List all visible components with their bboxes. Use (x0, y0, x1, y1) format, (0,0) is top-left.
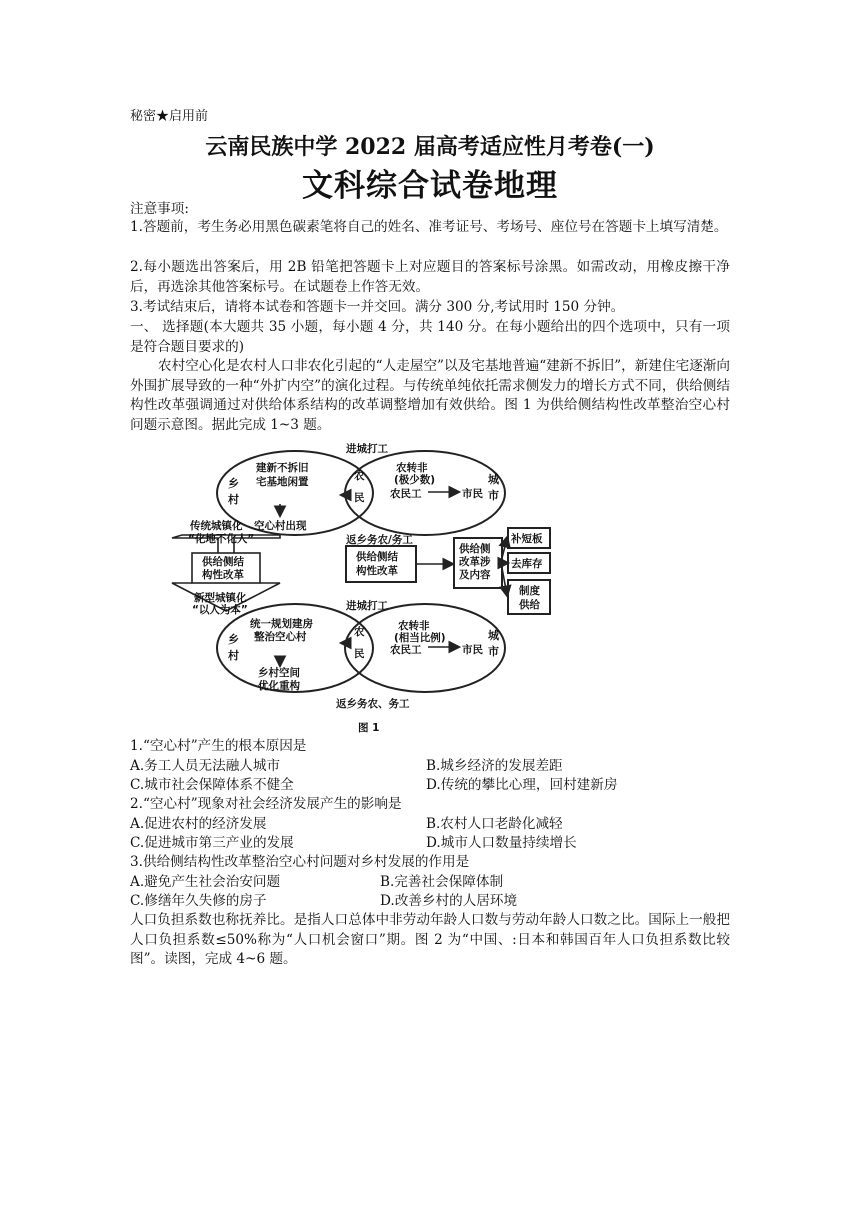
exam-subtitle: 文科综合试卷地理 (302, 168, 558, 204)
label-village-bottom-1: 乡 (228, 633, 239, 646)
label-box-2: 去库存 (511, 558, 543, 570)
label-return-bottom: 返乡务农、务工 (336, 698, 410, 710)
label-bottom-left-4: 优化重构 (258, 680, 300, 692)
label-new-2: “以人为本” (192, 604, 248, 616)
label-top-min: 民 (354, 492, 365, 504)
label-top-right-2: (极少数) (394, 474, 436, 486)
label-top-left-2: 宅基地闲置 (256, 476, 309, 488)
label-city-bottom-1: 城 (488, 629, 499, 642)
label-bottom-nong: 农 (354, 626, 365, 638)
label-bottom-left-1: 统一规划建房 (250, 618, 313, 630)
figure-1-diagram (170, 443, 600, 735)
note-item-1: 1.答题前，考生务必用黑色碳素笔将自己的姓名、准考证号、考场号、座位号在答题卡上填写清楚。 (130, 219, 728, 235)
label-box-3b: 供给 (519, 599, 540, 611)
label-top-left-1: 建新不拆旧 (256, 462, 309, 474)
note-item-3: 3.考试结束后，请将本试卷和答题卡一并交回。满分 300 分,考试用时 150 分钟。 (130, 299, 625, 315)
exam-title: 云南民族中学 2022 届高考适应性月考卷(一) (205, 134, 655, 160)
label-village-bottom-2: 村 (228, 649, 239, 662)
label-village-top-2: 村 (228, 493, 239, 506)
label-top-shimin: 市民 (462, 488, 483, 500)
label-center-2: 构性改革 (356, 565, 398, 577)
label-bottom-right-1: 农转非 (398, 620, 430, 632)
question-1-option-b: B.城乡经济的发展差距 (426, 758, 563, 774)
question-2-option-b: B.农村人口老龄化减轻 (426, 816, 563, 832)
question-3-option-c: C.修缮年久失修的房子 (130, 893, 267, 909)
label-city-top-2: 市 (488, 489, 499, 502)
label-bottom-left-3: 乡村空间 (258, 667, 300, 679)
notes-heading: 注意事项: (130, 201, 189, 217)
label-center-1: 供给侧结 (356, 551, 398, 563)
label-return-top: 返乡务农/务工 (346, 534, 413, 546)
question-2-option-c: C.促进城市第三产业的发展 (130, 835, 294, 851)
label-box-1: 补短板 (511, 533, 543, 545)
label-city-top-1: 城 (488, 473, 499, 486)
label-village-top-1: 乡 (228, 477, 239, 490)
label-top-right-1: 农转非 (396, 462, 428, 474)
section-heading: 一、 选择题(本大题共 35 小题，每小题 4 分，共 140 分。在每小题给出的四个选项中，只有一项是符合题目要求的) (130, 319, 730, 355)
confidential-mark: 秘密★启用前 (130, 109, 209, 124)
section2-intro: 人口负担系数也称抚养比。是指人口总体中非劳动年龄人口数与劳动年龄人口数之比。国际上一般把人口负担系数≤50%称为“人口机会窗口”期。图 2 为“中国、:日本和韩国百年人口负担系数比较图”。读图，完成 4~6 题。 (130, 912, 730, 967)
label-supply-1: 供给侧结 (202, 556, 244, 568)
label-content-3: 及内容 (459, 569, 491, 581)
question-1-option-a: A.务工人员无法融人城市 (130, 758, 281, 774)
label-content-2: 改革涉 (459, 556, 491, 568)
question-3-option-b: B.完善社会保障体制 (380, 874, 504, 890)
question-2-option-d: D.城市人口数量持续增长 (426, 835, 577, 851)
question-1-option-d: D.传统的攀比心理，回村建新房 (426, 777, 618, 793)
label-bottom-left-2: 整治空心村 (254, 631, 307, 643)
label-bottom-nongmingong: 农民工 (390, 644, 422, 656)
label-bottom-in: 进城打工 (346, 600, 388, 612)
question-1-stem: 1.“空心村”产生的根本原因是 (130, 738, 307, 754)
question-3-option-d: D.改善乡村的人居环境 (380, 893, 518, 909)
label-box-3a: 制度 (519, 585, 540, 597)
intro-paragraph: 农村空心化是农村人口非农化引起的“人走屋空”以及宅基地普遍“建新不拆旧”，新建住宅逐渐向外围扩展导致的一种“外扩内空”的演化过程。与传统单纯依托需求侧发力的增长方式不同，供给侧结构性改革强调通过对供给体系结构的改革调整增加有效供给。图 1 为供给侧结构性改革整治空心村问题示意图。据此完成 1~3 题。 (130, 358, 730, 433)
label-trad-1: 传统城镇化 (190, 520, 243, 532)
question-2-stem: 2.“空心村”现象对社会经济发展产生的影响是 (130, 796, 402, 812)
question-3-option-a: A.避免产生社会治安问题 (130, 874, 281, 890)
label-bottom-right-2: (相当比例) (394, 632, 446, 644)
label-bottom-min: 民 (354, 648, 365, 660)
figure-caption: 图 1 (358, 722, 380, 734)
label-bottom-shimin: 市民 (462, 644, 483, 656)
label-supply-2: 构性改革 (202, 569, 244, 581)
label-top-nongmingong: 农民工 (390, 488, 422, 500)
question-1-option-c: C.城市社会保障体系不健全 (130, 777, 294, 793)
label-trad-2: “化地不化人” (188, 533, 255, 545)
label-new-1: 新型城镇化 (194, 592, 247, 604)
note-item-2: 2.每小题选出答案后，用 2B 铅笔把答题卡上对应题目的答案标号涂黑。如需改动，用橡皮擦干净后，再选涂其他答案标号。在试题卷上作答无效。 (130, 259, 730, 295)
label-top-nong: 农 (354, 470, 365, 482)
label-city-bottom-2: 市 (488, 645, 499, 658)
label-top-in: 进城打工 (346, 443, 388, 455)
question-3-stem: 3.供给侧结构性改革整治空心村问题对乡村发展的作用是 (130, 854, 470, 870)
label-top-left-3: 空心村出现 (254, 520, 307, 532)
question-2-option-a: A.促进农村的经济发展 (130, 816, 267, 832)
label-content-1: 供给侧 (459, 543, 491, 555)
